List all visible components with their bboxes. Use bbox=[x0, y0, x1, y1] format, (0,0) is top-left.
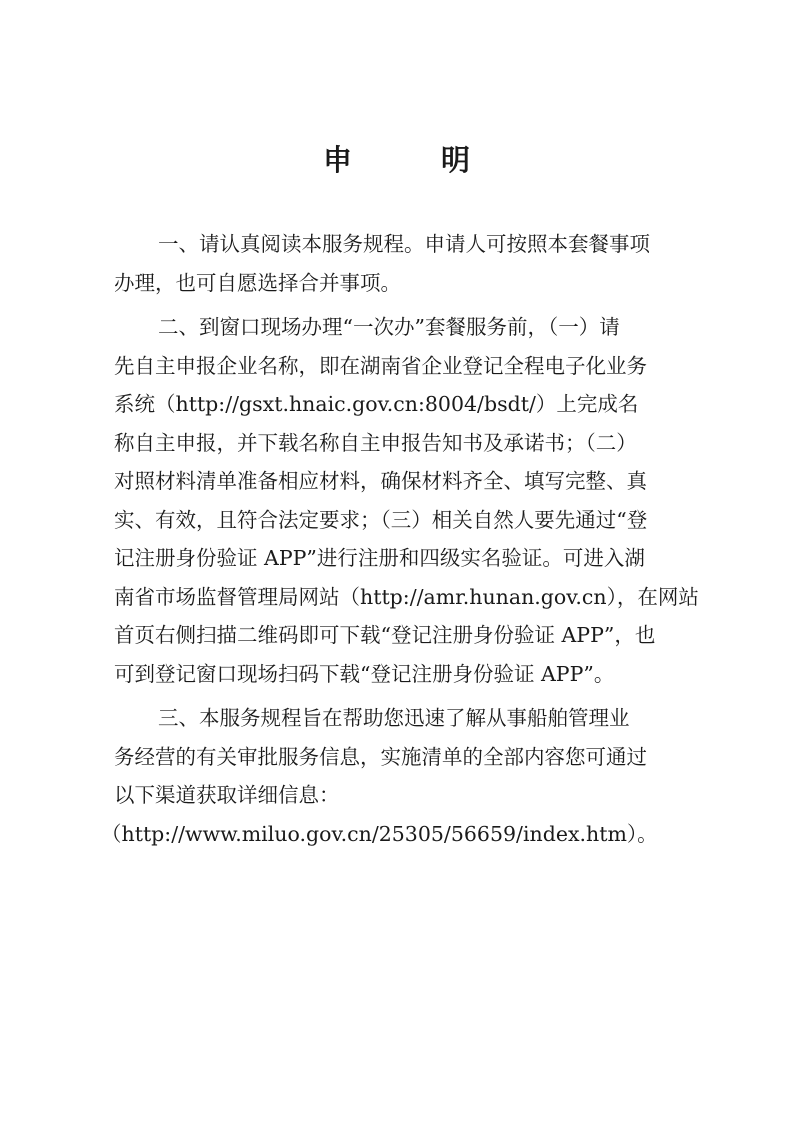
paragraph-2-line-10: 可到登记窗口现场扫码下载“登记注册身份验证 APP”。 bbox=[114, 661, 615, 686]
paragraph-3-line-2: 务经营的有关审批服务信息，实施清单的全部内容您可通过 bbox=[114, 744, 647, 769]
paragraph-2-line-9: 首页右侧扫描二维码即可下载“登记注册身份验证 APP”，也 bbox=[114, 623, 656, 647]
paragraph-2-line-6: 实、有效，且符合法定要求；（三）相关自然人要先通过“登 bbox=[114, 507, 648, 532]
paragraph-3-line-1: 三、本服务规程旨在帮助您迅速了解从事船舶管理业 bbox=[158, 706, 630, 730]
paragraph-2-line-8: 南省市场监督管理局网站（http://amr.hunan.gov.cn），在网站 bbox=[114, 584, 699, 609]
paragraph-2-line-3: 系统（http://gsxt.hnaic.gov.cn:8004/bsdt/）上完成名 bbox=[114, 392, 639, 416]
paragraph-2-line-7: 记注册身份验证 APP”进行注册和四级实名验证。可进入湖 bbox=[114, 546, 645, 570]
paragraph-2-line-4: 称自主申报，并下载名称自主申报告知书及承诺书；（二） bbox=[114, 430, 637, 455]
paragraph-2-line-1: 二、到窗口现场办理“一次办”套餐服务前，（一）请 bbox=[158, 315, 620, 339]
document-title: 申 明 bbox=[322, 143, 500, 177]
paragraph-3-line-4-url: （http://www.miluo.gov.cn/25305/56659/index.htm）。 bbox=[101, 821, 658, 846]
paragraph-3-line-3: 以下渠道获取详细信息： bbox=[114, 783, 340, 807]
paragraph-2-line-5: 对照材料清单准备相应材料，确保材料齐全、填写完整、真 bbox=[114, 469, 647, 493]
document-body bbox=[101, 225, 699, 853]
paragraph-2-line-2: 先自主申报企业名称，即在湖南省企业登记全程电子化业务 bbox=[114, 353, 647, 378]
paragraph-1-line-1: 一、请认真阅读本服务规程。申请人可按照本套餐事项 bbox=[158, 232, 650, 256]
paragraph-1-line-2: 办理，也可自愿选择合并事项。 bbox=[114, 270, 401, 295]
